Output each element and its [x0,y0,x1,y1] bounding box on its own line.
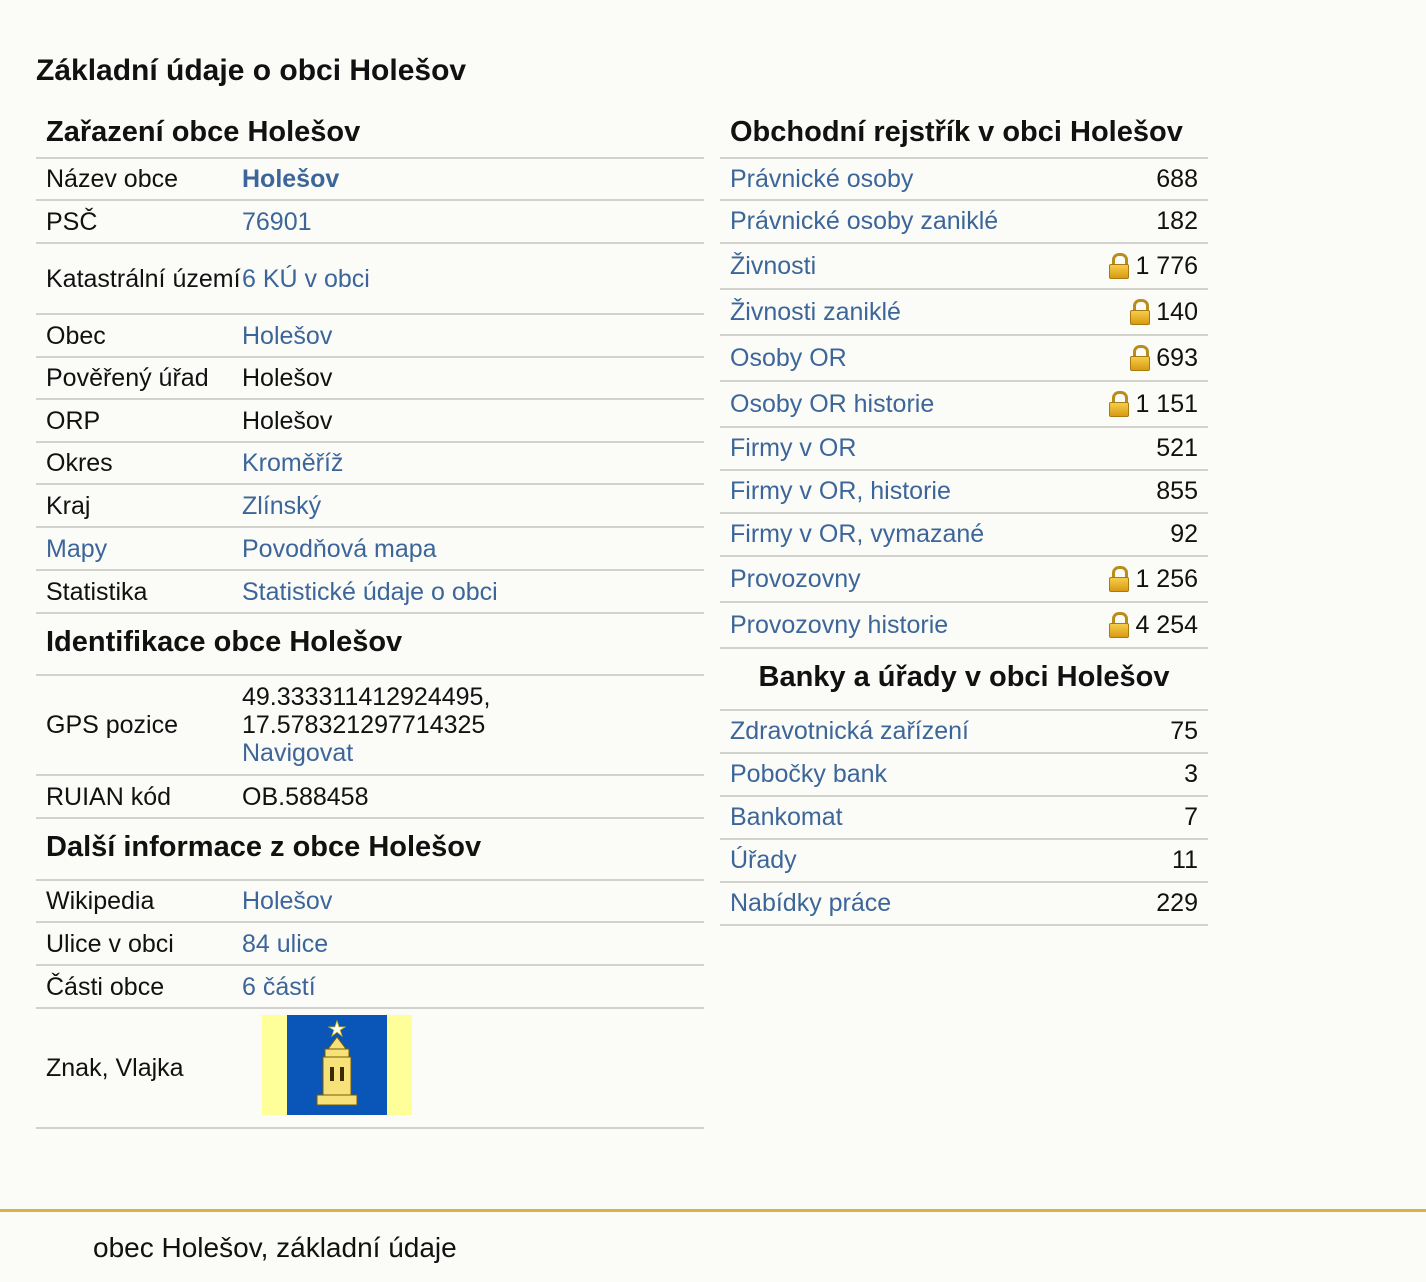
rejstrik-count [1156,207,1198,236]
count-value: 4 254 [1135,610,1198,639]
banky-row [720,754,1208,797]
rejstrik-count [1109,252,1198,281]
row-nazev-obce [36,159,704,201]
ruian-value: OB.588458 [242,782,369,811]
count-value: 1 776 [1135,251,1198,280]
count-value: 7 [1184,803,1198,831]
row-znak-vlajka [36,1009,704,1129]
gps-longitude: 17.578321297714325 [242,711,486,739]
page-title: Základní údaje o obci Holešov [36,54,467,87]
lock-icon [1109,566,1129,592]
lock-icon [1109,612,1129,638]
row-psc [36,201,704,244]
obec-name-link[interactable]: Holešov [242,165,340,193]
identifikace-heading: Identifikace obce Holešov [36,614,704,676]
banky-link[interactable]: Úřady [730,846,797,874]
row-label: Ulice v obci [46,929,174,958]
lock-icon [1130,299,1150,325]
banky-list [720,711,1208,926]
banky-row [720,711,1208,754]
lock-icon [1130,345,1150,371]
rejstrik-count [1156,165,1198,194]
rejstrik-heading: Obchodní rejstřík v obci Holešov [720,108,1208,159]
row-label: Statistika [46,577,148,606]
dalsi-heading: Další informace z obce Holešov [36,819,704,881]
zarazeni-heading: Zařazení obce Holešov [36,108,704,159]
row-label: Části obce [46,972,165,1001]
row-obec [36,315,704,358]
mapy-link[interactable]: Mapy [46,534,108,563]
navigovat-link[interactable]: Navigovat [242,739,354,767]
row-label: PSČ [46,207,98,236]
rejstrik-list [720,159,1208,649]
footer-divider [0,1209,1426,1212]
banky-link[interactable]: Bankomat [730,803,843,831]
row-statistika [36,571,704,614]
rejstrik-link[interactable]: Osoby OR historie [730,389,935,418]
row-ulice [36,923,704,966]
rejstrik-link[interactable]: Osoby OR [730,343,847,372]
count-value: 92 [1170,520,1198,548]
row-casti-obce [36,966,704,1009]
banky-row [720,883,1208,926]
psc-link[interactable]: 76901 [242,207,312,236]
katastralni-uzemi-link[interactable]: 6 KÚ v obci [242,264,370,293]
row-orp [36,400,704,443]
row-label: GPS pozice [46,711,179,739]
rejstrik-row [720,514,1208,557]
count-value: 855 [1156,477,1198,505]
count-value: 11 [1172,846,1198,874]
rejstrik-row [720,244,1208,290]
rejstrik-link[interactable]: Provozovny historie [730,610,949,639]
row-label: Pověřený úřad [46,364,209,392]
emblem-cell [242,1015,704,1121]
rejstrik-link[interactable]: Živnosti [730,251,817,280]
count-value: 688 [1156,164,1198,193]
rejstrik-link[interactable]: Firmy v OR, historie [730,477,951,505]
row-label: Okres [46,449,113,477]
count-value: 3 [1184,760,1198,788]
row-label: Název obce [46,165,179,193]
row-povereny-urad [36,358,704,400]
rejstrik-link[interactable]: Živnosti zaniklé [730,297,901,326]
footer-text: obec Holešov, základní údaje [93,1232,457,1263]
count-value: 1 151 [1135,389,1198,418]
count-value: 229 [1156,889,1198,917]
count-value: 75 [1170,717,1198,745]
gps-value [242,683,704,767]
povodnova-mapa-link[interactable]: Povodňová mapa [242,534,437,563]
row-kraj [36,485,704,528]
banky-heading: Banky a úřady v obci Holešov [720,649,1208,711]
row-label: Katastrální území [46,264,241,293]
rejstrik-count [1170,520,1198,549]
rejstrik-count [1109,611,1198,640]
rejstrik-row [720,603,1208,649]
rejstrik-link[interactable]: Právnické osoby zaniklé [730,207,999,235]
right-column [720,108,1208,926]
count-value: 693 [1156,343,1198,372]
rejstrik-row [720,557,1208,603]
row-okres [36,443,704,485]
rejstrik-row [720,382,1208,428]
rejstrik-row [720,201,1208,244]
banky-link[interactable]: Zdravotnická zařízení [730,717,969,745]
statisticke-udaje-link[interactable]: Statistické údaje o obci [242,577,498,606]
row-label: RUIAN kód [46,782,172,811]
row-katastralni-uzemi [36,244,704,315]
rejstrik-row [720,159,1208,201]
rejstrik-row [720,471,1208,514]
rejstrik-link[interactable]: Právnické osoby [730,164,914,193]
row-label: ORP [46,406,101,435]
banky-link[interactable]: Pobočky bank [730,760,888,788]
row-wikipedia [36,881,704,923]
rejstrik-count [1130,344,1198,373]
obec-link[interactable]: Holešov [242,321,333,350]
coat-of-arms-icon[interactable] [262,1015,412,1115]
kraj-link[interactable]: Zlínský [242,491,322,520]
wikipedia-link[interactable]: Holešov [242,887,333,915]
row-label: Kraj [46,491,91,520]
left-column [36,108,704,1129]
lock-icon [1109,253,1129,279]
gps-latitude: 49.333311412924495, [242,683,491,711]
rejstrik-count [1156,477,1198,506]
rejstrik-link[interactable]: Firmy v OR [730,434,857,462]
row-label: Wikipedia [46,887,155,915]
rejstrik-count [1156,434,1198,463]
row-label: Obec [46,321,106,350]
row-mapy [36,528,704,571]
count-value: 140 [1156,297,1198,326]
lock-icon [1109,391,1129,417]
row-ruian [36,776,704,819]
ulice-link[interactable]: 84 ulice [242,929,329,958]
count-value: 1 256 [1135,564,1198,593]
rejstrik-row [720,336,1208,382]
row-label: Znak, Vlajka [46,1054,184,1082]
rejstrik-link[interactable]: Firmy v OR, vymazané [730,520,985,548]
banky-link[interactable]: Nabídky práce [730,889,892,917]
rejstrik-link[interactable]: Provozovny [730,564,861,593]
count-value: 182 [1156,207,1198,235]
casti-obce-link[interactable]: 6 částí [242,972,316,1001]
okres-link[interactable]: Kroměříž [242,449,344,477]
rejstrik-count [1109,390,1198,419]
rejstrik-count [1109,565,1198,594]
row-gps [36,676,704,776]
banky-row [720,797,1208,840]
rejstrik-count [1130,298,1198,327]
banky-row [720,840,1208,883]
rejstrik-row [720,290,1208,336]
rejstrik-row [720,428,1208,471]
count-value: 521 [1156,434,1198,462]
povereny-urad-value: Holešov [242,364,333,392]
orp-value: Holešov [242,406,333,435]
